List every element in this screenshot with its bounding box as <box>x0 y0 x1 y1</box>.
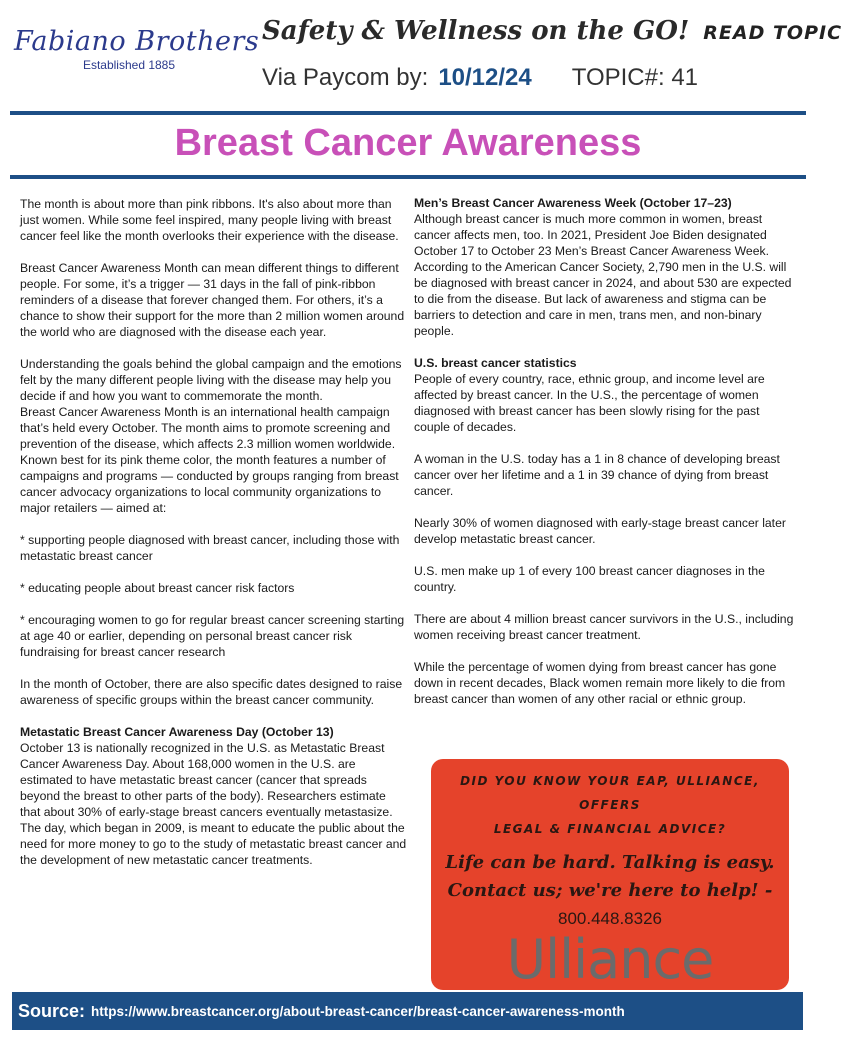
header-sub-row <box>262 64 807 92</box>
callout-message <box>431 849 789 905</box>
statistics-paragraph: A woman in the U.S. today has a 1 in 8 chance of developing breast cancer over her lifetime and a 1 in 39 chance of dying from breast cancer. <box>414 452 780 498</box>
meaning-paragraph: Breast Cancer Awareness Month can mean different things to different people. For some, it’s a trigger — 31 days in the fall of pink-ribbon reminders of a disease that forever changed them. For others, it’s a chance to show their support for the more than 2 million women around the world who are diagnosed with the disease each year. <box>20 261 405 339</box>
via-label: Via Paycom by: <box>262 64 429 91</box>
intro-paragraph: The month is about more than pink ribbons. It's also about more than just women. While some feel inspired, many people living with breast cancer feel like the month overlooks their experience with the disease. <box>20 197 399 243</box>
callout-message-line2: Contact us; we're here to help! - <box>447 880 773 901</box>
callout-question <box>431 759 789 841</box>
topic-date: 10/12/24 <box>438 64 532 91</box>
metastatic-heading: Metastatic Breast Cancer Awareness Day (October 13) <box>20 725 334 739</box>
left-column <box>20 196 408 884</box>
goals-paragraph: Understanding the goals behind the global campaign and the emotions felt by the many different people living with the disease may help you decide if and how you want to commemorate the month. <box>20 357 402 403</box>
statistics-heading: U.S. breast cancer statistics <box>414 356 577 370</box>
read-topic-label: READ TOPIC <box>703 22 842 44</box>
topic-number: TOPIC#: 41 <box>571 64 699 91</box>
mens-week-heading: Men’s Breast Cancer Awareness Week (October 17–23) <box>414 196 732 210</box>
source-bar <box>12 992 803 1030</box>
statistics-paragraph: While the percentage of women dying from breast cancer has gone down in recent decades, Black women remain more likely to die from breast cancer than women of any other racial or ethnic group. <box>414 660 786 706</box>
eap-callout-box <box>431 759 789 990</box>
statistics-paragraph: People of every country, race, ethnic group, and income level are affected by breast cancer. In the U.S., the percentage of women diagnosed with breast cancer has been slowly rising for the past couple of decades. <box>414 372 765 434</box>
source-link[interactable]: https://www.breastcancer.org/about-breast-cancer/breast-cancer-awareness-month <box>91 1003 625 1019</box>
callout-phone-number[interactable]: 800.448.8326 <box>558 909 662 928</box>
newsletter-title: Safety & Wellness on the GO! <box>262 16 690 46</box>
logo-established: Established 1885 <box>82 58 176 72</box>
statistics-paragraph: U.S. men make up 1 of every 100 breast cancer diagnoses in the country. <box>414 564 765 594</box>
title-divider <box>10 175 806 179</box>
callout-question-line1: DID YOU KNOW YOUR EAP, ULLIANCE, OFFERS <box>460 774 760 812</box>
metastatic-paragraph: October 13 is nationally recognized in the U.S. as Metastatic Breast Cancer Awareness Day. About 168,000 women in the U.S. are estimated to have metastatic breast cancer (cancer that spreads beyond the breast to other parts of the body). Researchers estimate that about 30% of early-stage breast cancers eventually metastasize. The day, which began in 2009, is meant to educate the public about the need for more money to go to the study of metastatic breast cancer and the development of new metastatic cancer treatments. <box>20 741 407 867</box>
callout-question-line2: LEGAL & FINANCIAL ADVICE? <box>493 822 727 836</box>
mens-week-paragraph: Although breast cancer is much more common in women, breast cancer affects men, too. In 2021, President Joe Biden designated October 17 to October 23 Men’s Breast Cancer Awareness Week. According to the American Cancer Society, 2,790 men in the U.S. will be diagnosed with breast cancer in 2024, and about 530 are expected to die from the disease. But lack of awareness and stigma can be barriers to detection and care in men, trans men, and non-binary people. <box>414 212 792 338</box>
header-title-row <box>262 16 842 46</box>
right-column <box>414 195 794 723</box>
page-title: Breast Cancer Awareness <box>174 122 642 164</box>
bullet-item: * educating people about breast cancer risk factors <box>20 581 295 595</box>
logo-name: Fabiano Brothers <box>14 26 260 57</box>
top-divider <box>10 111 806 115</box>
ulliance-logo: Ulliance <box>506 928 714 991</box>
statistics-paragraph: There are about 4 million breast cancer survivors in the U.S., including women receiving breast cancer treatment. <box>414 612 794 642</box>
campaign-paragraph: Breast Cancer Awareness Month is an international health campaign that’s held every October. The month aims to promote screening and prevention of the disease, which affects 2.3 million women worldwide. Known best for its pink theme color, the month features a number of campaigns and programs — conducted by groups ranging from breast cancer advocacy organizations to local community organizations to major retailers — aimed at: <box>20 405 399 515</box>
bullet-item: * supporting people diagnosed with breast cancer, including those with metastatic breast cancer <box>20 533 400 563</box>
source-label: Source: <box>18 1000 86 1021</box>
statistics-paragraph: Nearly 30% of women diagnosed with early-stage breast cancer later develop metastatic breast cancer. <box>414 516 786 546</box>
bullet-item: * encouraging women to go for regular breast cancer screening starting at age 40 or earlier, depending on personal breast cancer risk fundraising for breast cancer research <box>20 613 405 659</box>
company-logo <box>14 26 260 72</box>
callout-message-line1: Life can be hard. Talking is easy. <box>445 852 775 873</box>
dates-paragraph: In the month of October, there are also specific dates designed to raise awareness of specific groups within the breast cancer community. <box>20 677 403 707</box>
